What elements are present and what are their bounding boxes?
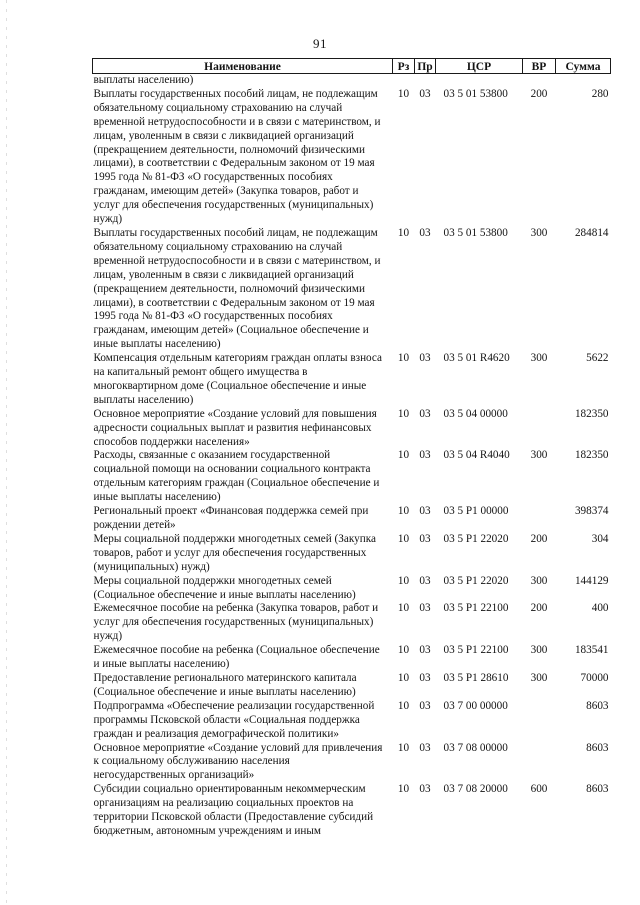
cell-pr: 03: [419, 783, 431, 796]
cell-sum: 400: [591, 602, 609, 615]
cell-sum: 183541: [574, 644, 609, 657]
table-row: [93, 575, 611, 603]
cell-pr: 03: [419, 574, 431, 587]
table-row: [93, 533, 611, 575]
table-row: [93, 227, 611, 352]
cell-vr: 300: [530, 574, 548, 587]
cell-sum: 5622: [586, 352, 609, 365]
cell-name: Ежемесячное пособие на ребенка (Социальное обеспечение и иные выплаты населению): [93, 644, 380, 671]
cell-rz: 10: [397, 226, 410, 239]
cell-name: Расходы, связанные с оказанием государственной социальной помощи на основании социального контракта отдельным категориям граждан (Социальное обеспечение и иные выплаты населению): [93, 449, 380, 504]
cell-sum: 304: [591, 532, 609, 545]
cell-vr: 600: [530, 783, 548, 796]
cell-name: Выплаты государственных пособий лицам, не подлежащим обязательному социальному страхованию на случай временной нетрудоспособности и в связи с материнством, и лицам, уволенным в связи с ликвидацией организаций (прекращением деятельности, полномочий физическими лицами), в соответствии с Федеральным законом от 19 мая 1995 года № 81-ФЗ «О государственных пособиях гражданам, имеющим детей» (Закупка товаров, работ и услуг для обеспечения государственных (муниципальных) нужд): [93, 87, 381, 226]
cell-vr: [523, 742, 556, 784]
cell-csr: 03 5 04 00000: [443, 407, 508, 420]
cell-vr: [523, 505, 556, 533]
table-row: [93, 74, 611, 88]
cell-sum: 70000: [580, 671, 609, 684]
cell-vr: 300: [530, 671, 548, 684]
cell-pr: 03: [419, 87, 431, 100]
cell-pr: [415, 74, 436, 88]
cell-pr: 03: [419, 226, 431, 239]
scan-edge: [6, 0, 7, 905]
cell-csr: 03 7 08 20000: [443, 783, 508, 796]
cell-csr: 03 5 P1 00000: [443, 505, 509, 518]
cell-vr: [523, 408, 556, 450]
table-row: [93, 352, 611, 408]
header-csr: ЦСР: [436, 59, 523, 74]
cell-rz: 10: [397, 87, 410, 100]
cell-rz: 10: [397, 532, 410, 545]
cell-csr: 03 5 01 53800: [443, 226, 508, 239]
table-row: [93, 505, 611, 533]
cell-sum: 8603: [586, 699, 609, 712]
table-row: [93, 742, 611, 784]
cell-rz: 10: [397, 602, 410, 615]
cell-name: Субсидии социально ориентированным некоммерческим организациям на реализацию социальных проектов на территории Псковской области (Предоставление субсидий бюджетным, автономным учреждениям и иным: [93, 783, 374, 837]
cell-rz: 10: [397, 671, 410, 684]
cell-rz: 10: [397, 449, 410, 462]
cell-vr: 200: [530, 602, 548, 615]
cell-rz: 10: [397, 407, 410, 420]
cell-sum: 8603: [586, 741, 609, 754]
cell-csr: 03 5 P1 22100: [443, 644, 509, 657]
cell-name: Основное мероприятие «Создание условий для повышения адресности социальных выплат и развития нефинансовых способов поддержки населения»: [93, 407, 377, 448]
cell-rz: [393, 74, 415, 88]
cell-csr: [436, 74, 523, 88]
cell-csr: 03 5 01 R4620: [443, 352, 510, 365]
cell-name: Меры социальной поддержки многодетных семей (Социальное обеспечение и иные выплаты населению): [93, 574, 356, 601]
table-row: [93, 449, 611, 505]
cell-pr: 03: [419, 602, 431, 615]
cell-csr: 03 5 P1 22020: [443, 532, 509, 545]
cell-name: выплаты населению): [93, 74, 194, 86]
table-row: [93, 602, 611, 644]
header-rz: Рз: [393, 59, 415, 74]
cell-sum: 182350: [574, 407, 609, 420]
cell-rz: 10: [397, 505, 410, 518]
cell-pr: 03: [419, 352, 431, 365]
cell-csr: 03 7 00 00000: [443, 699, 508, 712]
cell-pr: 03: [419, 505, 431, 518]
cell-sum: 8603: [586, 783, 609, 796]
table-row: [93, 644, 611, 672]
cell-csr: 03 5 P1 22100: [443, 602, 509, 615]
table-row: [93, 408, 611, 450]
cell-vr: 200: [530, 87, 548, 100]
cell-pr: 03: [419, 671, 431, 684]
cell-name: Выплаты государственных пособий лицам, не подлежащим обязательному социальному страхованию на случай временной нетрудоспособности и в связи с материнством, и лицам, уволенным в связи с ликвидацией организаций (прекращением деятельности, полномочий физическими лицами), в соответствии с Федеральным законом от 19 мая 1995 года № 81-ФЗ «О государственных пособиях гражданам, имеющим детей» (Социальное обеспечение и иные выплаты населению): [93, 226, 381, 351]
cell-sum: 182350: [574, 449, 609, 462]
cell-sum: 284814: [574, 226, 609, 239]
header-sum: Сумма: [556, 59, 611, 74]
cell-vr: 300: [530, 449, 548, 462]
cell-sum: 398374: [574, 505, 609, 518]
cell-name: Региональный проект «Финансовая поддержка семей при рождении детей»: [93, 505, 369, 531]
cell-rz: 10: [397, 699, 410, 712]
cell-name: Основное мероприятие «Создание условий для привлечения к социальному обслуживанию населения негосударственных организаций»: [93, 741, 383, 782]
cell-sum: 144129: [574, 574, 609, 587]
cell-vr: 300: [530, 226, 548, 239]
table-row: [93, 88, 611, 227]
table-row: [93, 672, 611, 700]
cell-pr: 03: [419, 407, 431, 420]
cell-pr: 03: [419, 699, 431, 712]
table-row: [93, 700, 611, 742]
cell-name: Компенсация отдельным категориям граждан оплаты взноса на капитальный ремонт общего имущества в многоквартирном доме (Социальное обеспечение и иные выплаты населению): [93, 352, 382, 406]
cell-sum: 280: [591, 87, 609, 100]
cell-name: Меры социальной поддержки многодетных семей (Закупка товаров, работ и услуг для обеспечения государственных (муниципальных) нужд): [93, 532, 376, 573]
table-header-row: [93, 59, 611, 74]
cell-csr: 03 5 P1 28610: [443, 671, 509, 684]
cell-name: Ежемесячное пособие на ребенка (Закупка товаров, работ и услуг для обеспечения государственных (муниципальных) нужд): [93, 602, 379, 643]
budget-table: [92, 58, 611, 839]
cell-vr: [523, 700, 556, 742]
table-row: [93, 783, 611, 839]
cell-rz: 10: [397, 783, 410, 796]
cell-name: Подпрограмма «Обеспечение реализации государственной программы Псковской области «Социальная поддержка граждан и реализация демографической политики»: [93, 699, 375, 740]
cell-pr: 03: [419, 741, 431, 754]
cell-name: Предоставление регионального материнского капитала (Социальное обеспечение и иные выплаты населению): [93, 671, 357, 698]
cell-vr: 200: [530, 532, 548, 545]
cell-vr: 300: [530, 644, 548, 657]
cell-pr: 03: [419, 644, 431, 657]
page-number: 91: [313, 36, 327, 51]
cell-rz: 10: [397, 644, 410, 657]
cell-rz: 10: [397, 574, 410, 587]
cell-rz: 10: [397, 352, 410, 365]
cell-csr: 03 5 P1 22020: [443, 574, 509, 587]
table-body: [93, 74, 611, 839]
cell-vr: 300: [530, 352, 548, 365]
cell-sum: [556, 74, 611, 88]
cell-rz: 10: [397, 741, 410, 754]
cell-csr: 03 5 01 53800: [443, 87, 508, 100]
cell-vr: [523, 74, 556, 88]
header-name: Наименование: [93, 59, 393, 74]
cell-csr: 03 7 08 00000: [443, 741, 508, 754]
header-pr: Пр: [415, 59, 436, 74]
cell-pr: 03: [419, 532, 431, 545]
cell-csr: 03 5 04 R4040: [443, 449, 510, 462]
header-vr: ВР: [523, 59, 556, 74]
cell-pr: 03: [419, 449, 431, 462]
